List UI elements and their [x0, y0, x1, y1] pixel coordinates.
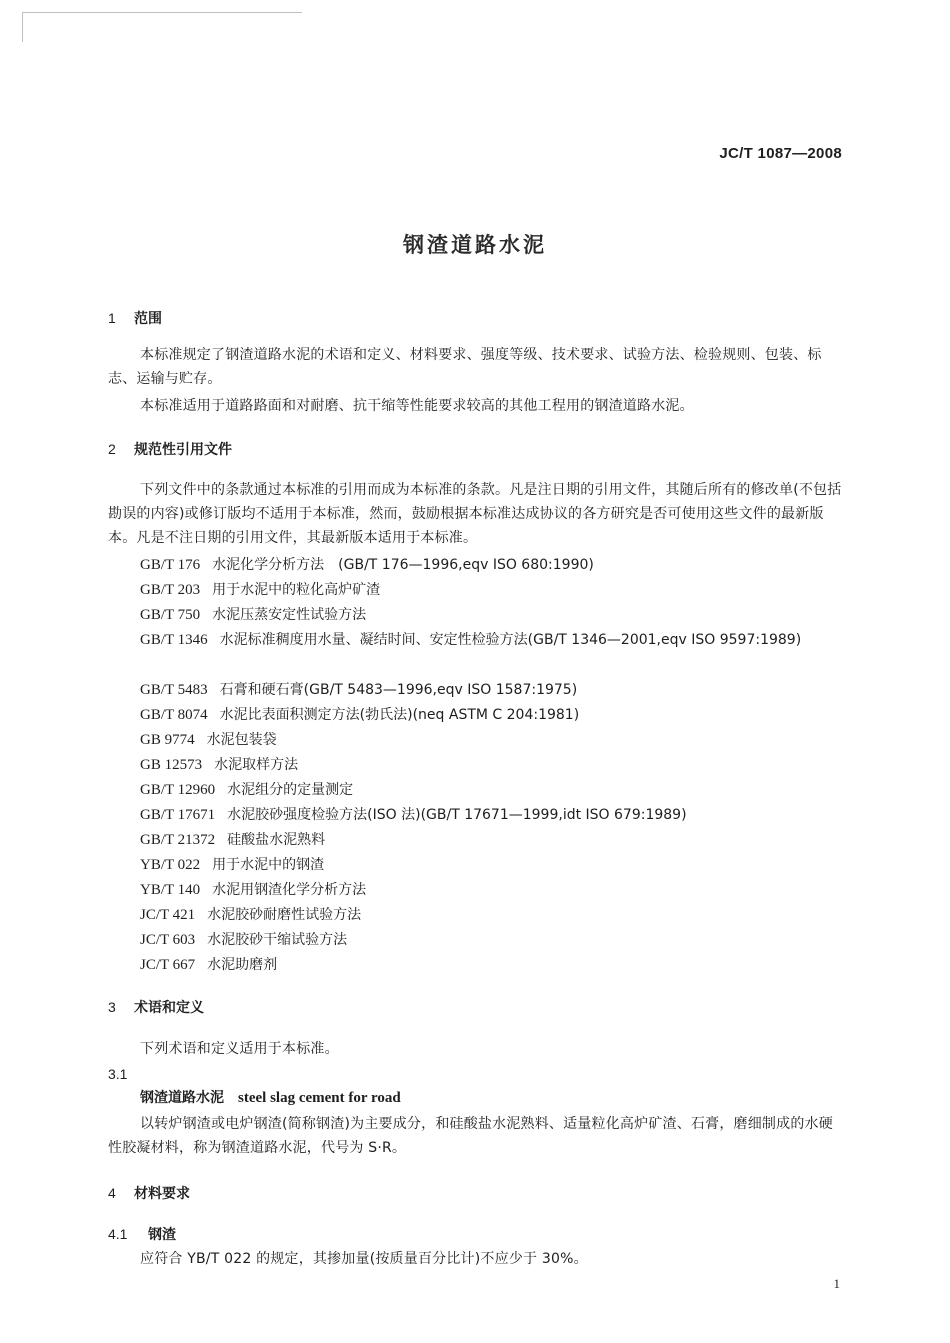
page-number: 1: [833, 1276, 840, 1291]
section-3-paragraph-1: 下列术语和定义适用于本标准。: [140, 1041, 339, 1057]
section-4-title: 材料要求: [134, 1186, 190, 1202]
reference-item: [140, 904, 361, 924]
reference-code: GB/T 203: [140, 582, 201, 598]
reference-item: [140, 729, 277, 749]
reference-code: GB/T 8074: [140, 707, 208, 723]
reference-item: [140, 829, 325, 849]
reference-code: GB/T 17671: [140, 807, 216, 823]
subsection-4-1-title: 钢渣: [148, 1227, 176, 1243]
reference-code: GB/T 176: [140, 557, 201, 573]
reference-item: [140, 879, 366, 899]
reference-title: 水泥标准稠度用水量、凝结时间、安定性检验方法(GB/T 1346—2001,eqv ISO 9597:1989): [219, 632, 802, 648]
subsection-4-1-heading: [108, 1224, 176, 1244]
reference-title: 硅酸盐水泥熟料: [227, 832, 326, 848]
subsection-4-1-number: 4.1: [108, 1226, 128, 1242]
reference-title: 水泥包装袋: [206, 732, 277, 748]
reference-item: [140, 754, 298, 774]
section-2-number: 2: [108, 441, 116, 457]
reference-code: GB/T 750: [140, 607, 201, 623]
reference-item: [140, 554, 594, 574]
reference-title: 水泥化学分析方法 (GB/T 176—1996,eqv ISO 680:1990): [212, 557, 594, 573]
section-1-heading: [108, 308, 162, 328]
section-4-number: 4: [108, 1185, 116, 1201]
subsection-3-1-number: 3.1: [108, 1066, 128, 1082]
reference-item: [140, 929, 347, 949]
section-3-number: 3: [108, 999, 116, 1015]
reference-title: 石膏和硬石膏(GB/T 5483—1996,eqv ISO 1587:1975): [219, 682, 578, 698]
reference-item: [140, 804, 687, 824]
reference-code: YB/T 022: [140, 857, 201, 873]
reference-item: [140, 954, 277, 974]
reference-title: 水泥比表面积测定方法(勃氏法)(neq ASTM C 204:1981): [219, 707, 580, 723]
reference-title: 水泥胶砂干缩试验方法: [207, 932, 348, 948]
section-4-heading: [108, 1183, 190, 1203]
reference-item: [140, 604, 366, 624]
section-3-heading: [108, 997, 204, 1017]
reference-title: 用于水泥中的粒化高炉矿渣: [212, 582, 381, 598]
section-3-title: 术语和定义: [134, 1000, 204, 1016]
term-definition: 以转炉钢渣或电炉钢渣(简称钢渣)为主要成分，和硅酸盐水泥熟料、适量粒化高炉矿渣、石膏，磨细制成的水硬性胶凝材料，称为钢渣道路水泥，代号为 S·R。: [108, 1116, 833, 1156]
reference-item: [140, 679, 577, 699]
reference-code: JC/T 603: [140, 932, 196, 948]
scan-border-left: [22, 12, 23, 42]
section-2-heading: [108, 439, 232, 459]
subsection-4-1-paragraph: 应符合 YB/T 022 的规定，其掺加量(按质量百分比计)不应少于 30%。: [140, 1251, 588, 1267]
term-chinese: 钢渣道路水泥: [140, 1090, 224, 1106]
scan-border-top: [22, 12, 302, 13]
reference-code: GB/T 1346: [140, 632, 208, 648]
section-1-title: 范围: [134, 311, 162, 327]
section-2-title: 规范性引用文件: [134, 442, 232, 458]
section-1-paragraph-2: 本标准适用于道路路面和对耐磨、抗干缩等性能要求较高的其他工程用的钢渣道路水泥。: [140, 398, 694, 414]
reference-title: 水泥胶砂强度检验方法(ISO 法)(GB/T 17671—1999,idt ISO 679:1989): [227, 807, 687, 823]
document-title: 钢渣道路水泥: [403, 233, 547, 257]
reference-title: 水泥压蒸安定性试验方法: [212, 607, 367, 623]
reference-code: GB 9774: [140, 732, 195, 748]
reference-item: [140, 704, 579, 724]
reference-code: GB/T 12960: [140, 782, 216, 798]
reference-item: [140, 854, 324, 874]
standard-code: JC/T 1087—2008: [719, 145, 842, 162]
section-1-paragraph-1: 本标准规定了钢渣道路水泥的术语和定义、材料要求、强度等级、技术要求、试验方法、检验规则、包装、标志、运输与贮存。: [108, 347, 822, 387]
reference-code: GB/T 5483: [140, 682, 208, 698]
term-heading: [140, 1087, 401, 1107]
reference-title: 用于水泥中的钢渣: [212, 857, 325, 873]
reference-code: GB 12573: [140, 757, 203, 773]
reference-code: JC/T 421: [140, 907, 196, 923]
section-2-paragraph-1: 下列文件中的条款通过本标准的引用而成为本标准的条款。凡是注日期的引用文件，其随后所有的修改单(不包括勘误的内容)或修订版均不适用于本标准，然而，鼓励根据本标准达成协议的各方研究是否可使用这些文件的最新版本。凡是不注日期的引用文件，其最新版本适用于本标准。: [108, 482, 842, 546]
term-english: steel slag cement for road: [238, 1090, 401, 1106]
reference-title: 水泥胶砂耐磨性试验方法: [207, 907, 362, 923]
reference-item: [140, 579, 380, 599]
reference-title: 水泥取样方法: [214, 757, 299, 773]
reference-title: 水泥助磨剂: [207, 957, 278, 973]
reference-title: 水泥用钢渣化学分析方法: [212, 882, 367, 898]
reference-title: 水泥组分的定量测定: [227, 782, 354, 798]
section-1-number: 1: [108, 310, 116, 326]
reference-item: [140, 779, 353, 799]
reference-code: YB/T 140: [140, 882, 201, 898]
reference-code: JC/T 667: [140, 957, 196, 973]
reference-code: GB/T 21372: [140, 832, 216, 848]
reference-item: [108, 628, 848, 652]
